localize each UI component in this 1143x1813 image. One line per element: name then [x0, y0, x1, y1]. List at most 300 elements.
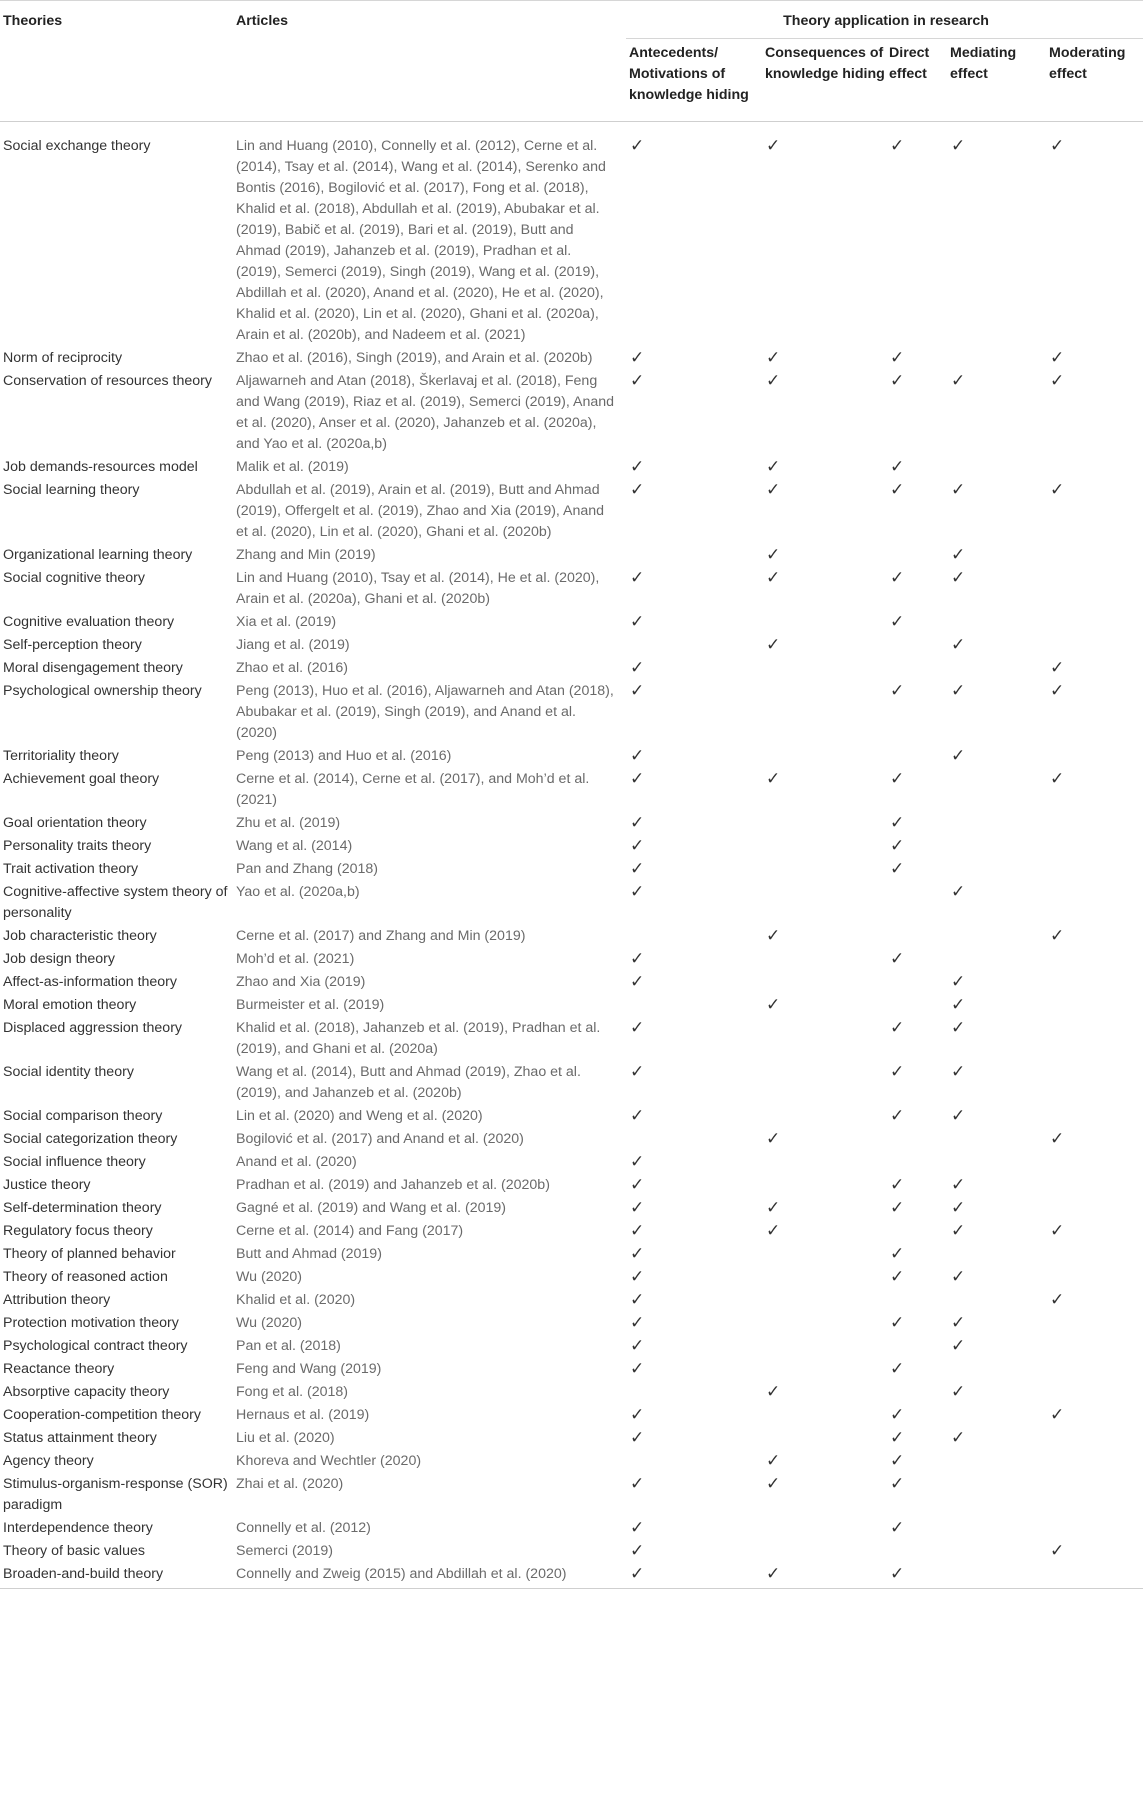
moderating-effect-check [1046, 1266, 1143, 1289]
antecedents-check: ✓ [630, 480, 645, 500]
theory-name: Conservation of resources theory [3, 373, 212, 389]
articles-cell: Semerci (2019) [236, 1543, 333, 1559]
mediating-effect-check [947, 657, 1046, 680]
header-mediating-effect: Mediating effect [947, 39, 1046, 122]
moderating-effect-check [1046, 1312, 1143, 1335]
theory-name: Job design theory [3, 951, 115, 967]
articles-cell: Feng and Wang (2019) [236, 1361, 382, 1377]
direct-effect-check [886, 634, 947, 657]
antecedents-check: ✓ [630, 1313, 645, 1333]
direct-effect-check: ✓ [890, 1474, 905, 1494]
consequences-check [762, 948, 886, 971]
table-row [0, 948, 1143, 971]
mediating-effect-check [947, 1563, 1046, 1589]
consequences-check [762, 1151, 886, 1174]
mediating-effect-check [947, 812, 1046, 835]
consequences-check [762, 1017, 886, 1061]
theory-name: Moral disengagement theory [3, 660, 183, 676]
antecedents-check: ✓ [630, 1336, 645, 1356]
consequences-check [762, 611, 886, 634]
direct-effect-check: ✓ [890, 1106, 905, 1126]
mediating-effect-check [947, 611, 1046, 634]
theory-name: Theory of reasoned action [3, 1269, 168, 1285]
theory-name: Moral emotion theory [3, 997, 137, 1013]
articles-cell: Pan et al. (2018) [236, 1338, 341, 1354]
articles-cell: Lin and Huang (2010), Tsay et al. (2014), He et al. (2020), Arain et al. (2020a), Ghani et al. (2020b) [236, 570, 600, 607]
mediating-effect-check: ✓ [951, 1267, 966, 1287]
antecedents-check: ✓ [630, 1221, 645, 1241]
articles-cell: Khalid et al. (2020) [236, 1292, 356, 1308]
direct-effect-check [886, 1289, 947, 1312]
theory-name: Job demands-resources model [3, 459, 198, 475]
theory-name: Protection motivation theory [3, 1315, 179, 1331]
moderating-effect-check [1046, 971, 1143, 994]
table-row [0, 1563, 1143, 1589]
consequences-check: ✓ [766, 480, 781, 500]
antecedents-check: ✓ [630, 1018, 645, 1038]
theory-name: Attribution theory [3, 1292, 111, 1308]
direct-effect-check: ✓ [886, 1563, 947, 1589]
table-row [0, 994, 1143, 1017]
antecedents-check: ✓ [630, 813, 645, 833]
moderating-effect-check [1046, 1358, 1143, 1381]
consequences-check [762, 835, 886, 858]
table-row [0, 971, 1143, 994]
moderating-effect-check [1046, 1151, 1143, 1174]
table-row [0, 1450, 1143, 1473]
consequences-check: ✓ [766, 371, 781, 391]
moderating-effect-check [1046, 1427, 1143, 1450]
mediating-effect-check: ✓ [951, 136, 966, 156]
mediating-effect-check: ✓ [951, 746, 966, 766]
consequences-check [762, 680, 886, 745]
consequences-check: ✓ [766, 348, 781, 368]
consequences-check [762, 1358, 886, 1381]
mediating-effect-check: ✓ [951, 480, 966, 500]
antecedents-check: ✓ [630, 371, 645, 391]
direct-effect-check: ✓ [890, 348, 905, 368]
moderating-effect-check [1046, 1381, 1143, 1404]
mediating-effect-check [947, 1151, 1046, 1174]
consequences-check: ✓ [766, 635, 781, 655]
articles-cell: Burmeister et al. (2019) [236, 997, 385, 1013]
consequences-check: ✓ [766, 545, 781, 565]
table-row [0, 1335, 1143, 1358]
table-row [0, 1289, 1143, 1312]
antecedents-check: ✓ [630, 568, 645, 588]
consequences-check [762, 1517, 886, 1540]
articles-cell: Xia et al. (2019) [236, 614, 337, 630]
antecedents-check: ✓ [630, 746, 645, 766]
antecedents-check [626, 994, 762, 1017]
antecedents-check: ✓ [630, 681, 645, 701]
theory-name: Reactance theory [3, 1361, 115, 1377]
direct-effect-check [886, 745, 947, 768]
theory-name: Agency theory [3, 1453, 94, 1469]
consequences-check [762, 1266, 886, 1289]
moderating-effect-check: ✓ [1050, 1129, 1065, 1149]
antecedents-check [626, 1450, 762, 1473]
direct-effect-check: ✓ [890, 371, 905, 391]
direct-effect-check: ✓ [890, 1428, 905, 1448]
direct-effect-check: ✓ [890, 457, 905, 477]
theory-name: Achievement goal theory [3, 771, 160, 787]
consequences-check [762, 971, 886, 994]
table-row [0, 1427, 1143, 1450]
consequences-check: ✓ [766, 1129, 781, 1149]
consequences-check: ✓ [766, 1198, 781, 1218]
articles-cell: Khalid et al. (2018), Jahanzeb et al. (2019), Pradhan et al. (2019), and Ghani et al. (2020a) [236, 1020, 601, 1057]
consequences-check: ✓ [766, 136, 781, 156]
direct-effect-check: ✓ [890, 568, 905, 588]
direct-effect-check [886, 544, 947, 567]
moderating-effect-check [1046, 1243, 1143, 1266]
articles-cell: Wu (2020) [236, 1315, 302, 1331]
articles-cell: Abdullah et al. (2019), Arain et al. (2019), Butt and Ahmad (2019), Offergelt et al. (2019), Zhao and Xia (2019), Anand et al. (2020), Lin et al. (2020), Ghani et al. (2020b) [236, 482, 605, 540]
direct-effect-check: ✓ [890, 612, 905, 632]
articles-cell: Peng (2013) and Huo et al. (2016) [236, 748, 452, 764]
table-row [0, 611, 1143, 634]
moderating-effect-check: ✓ [1050, 769, 1065, 789]
moderating-effect-check [1046, 1061, 1143, 1105]
moderating-effect-check [1046, 835, 1143, 858]
theory-name: Social cognitive theory [3, 570, 145, 586]
articles-cell: Jiang et al. (2019) [236, 637, 350, 653]
antecedents-check: ✓ [630, 1244, 645, 1264]
theory-name: Social comparison theory [3, 1108, 163, 1124]
theory-name: Justice theory [3, 1177, 91, 1193]
articles-cell: Lin and Huang (2010), Connelly et al. (2012), Cerne et al. (2014), Tsay et al. (2014), Wang et al. (2014), Serenko and Bontis (2016), Bogilović et al. (2017), Fong et al. (2018), Khalid et al. (2018), Abdullah et al. (2019), Abubakar et al. (2019), Babič et al. (2019), Bari et al. (2019), Butt and Ahmad (2019), Jahanzeb et al. (2019), Pradhan et al. (2019), Semerci (2019), Singh (2019), Wang et al. (2019), Abdillah et al. (2020), Anand et al. (2020), He et al. (2020), Khalid et al. (2020), Lin et al. (2020), Ghani et al. (2020a), Arain et al. (2020b), and Nadeem et al. (2021) [236, 138, 606, 343]
theory-name: Displaced aggression theory [3, 1020, 183, 1036]
direct-effect-check: ✓ [890, 1018, 905, 1038]
articles-cell: Cerne et al. (2017) and Zhang and Min (2019) [236, 928, 526, 944]
mediating-effect-check: ✓ [951, 1062, 966, 1082]
table-row [0, 370, 1143, 456]
antecedents-check: ✓ [630, 1106, 645, 1126]
moderating-effect-check [1046, 544, 1143, 567]
antecedents-check: ✓ [630, 1541, 645, 1561]
table-row [0, 1358, 1143, 1381]
mediating-effect-check [947, 1404, 1046, 1427]
table-row [0, 925, 1143, 948]
theory-name: Regulatory focus theory [3, 1223, 153, 1239]
moderating-effect-check: ✓ [1050, 1541, 1065, 1561]
direct-effect-check [886, 971, 947, 994]
theory-name: Territoriality theory [3, 748, 119, 764]
consequences-check: ✓ [762, 1563, 886, 1589]
consequences-check: ✓ [766, 1382, 781, 1402]
moderating-effect-check [1046, 948, 1143, 971]
theory-name: Theory of basic values [3, 1543, 145, 1559]
mediating-effect-check: ✓ [951, 1336, 966, 1356]
mediating-effect-check [947, 1517, 1046, 1540]
theory-name: Interdependence theory [3, 1520, 153, 1536]
table-row [0, 567, 1143, 611]
table-row [0, 680, 1143, 745]
table-row [0, 1266, 1143, 1289]
moderating-effect-check [1046, 1335, 1143, 1358]
antecedents-check: ✓ [630, 882, 645, 902]
moderating-effect-check: ✓ [1050, 1221, 1065, 1241]
consequences-check: ✓ [766, 995, 781, 1015]
articles-cell: Connelly and Zweig (2015) and Abdillah et al. (2020) [233, 1563, 626, 1589]
table-row [0, 1151, 1143, 1174]
table-row [0, 634, 1143, 657]
table-row [0, 1540, 1143, 1563]
antecedents-check: ✓ [630, 769, 645, 789]
mediating-effect-check [947, 925, 1046, 948]
antecedents-check: ✓ [626, 1563, 762, 1589]
mediating-effect-check: ✓ [951, 1382, 966, 1402]
header-moderating-effect: Moderating effect [1046, 39, 1143, 122]
table-row [0, 812, 1143, 835]
direct-effect-check: ✓ [890, 1244, 905, 1264]
moderating-effect-check [1046, 567, 1143, 611]
articles-cell: Liu et al. (2020) [236, 1430, 335, 1446]
direct-effect-check: ✓ [890, 1405, 905, 1425]
articles-cell: Cerne et al. (2014) and Fang (2017) [236, 1223, 464, 1239]
mediating-effect-check: ✓ [951, 1018, 966, 1038]
header-direct-effect: Direct effect [886, 39, 947, 122]
moderating-effect-check [1046, 1473, 1143, 1517]
moderating-effect-check [1046, 994, 1143, 1017]
direct-effect-check [886, 994, 947, 1017]
articles-cell: Hernaus et al. (2019) [236, 1407, 370, 1423]
consequences-check: ✓ [766, 568, 781, 588]
direct-effect-check [886, 881, 947, 925]
table-row [0, 1517, 1143, 1540]
theory-name: Social exchange theory [3, 138, 151, 154]
antecedents-check [626, 1128, 762, 1151]
moderating-effect-check: ✓ [1050, 1405, 1065, 1425]
articles-cell: Wu (2020) [236, 1269, 302, 1285]
articles-cell: Peng (2013), Huo et al. (2016), Aljawarneh and Atan (2018), Abubakar et al. (2019), Singh (2019), and Anand et al. (2020) [236, 683, 614, 741]
direct-effect-check: ✓ [890, 1198, 905, 1218]
theory-name: Broaden-and-build theory [0, 1563, 233, 1589]
consequences-check [762, 1404, 886, 1427]
mediating-effect-check: ✓ [951, 635, 966, 655]
theory-name: Norm of reciprocity [3, 350, 123, 366]
direct-effect-check: ✓ [890, 1175, 905, 1195]
table-row [0, 745, 1143, 768]
moderating-effect-check: ✓ [1050, 681, 1065, 701]
antecedents-check: ✓ [630, 1518, 645, 1538]
table-row [0, 881, 1143, 925]
articles-cell: Zhao et al. (2016), Singh (2019), and Arain et al. (2020b) [236, 350, 593, 366]
mediating-effect-check [947, 1128, 1046, 1151]
articles-cell: Zhai et al. (2020) [236, 1476, 344, 1492]
mediating-effect-check: ✓ [951, 1175, 966, 1195]
articles-cell: Wang et al. (2014), Butt and Ahmad (2019), Zhao et al. (2019), and Jahanzeb et al. (2020b) [236, 1064, 581, 1101]
direct-effect-check: ✓ [890, 836, 905, 856]
consequences-check [762, 1061, 886, 1105]
antecedents-check: ✓ [630, 658, 645, 678]
table-row [0, 1473, 1143, 1517]
antecedents-check: ✓ [630, 1474, 645, 1494]
moderating-effect-check: ✓ [1050, 348, 1065, 368]
consequences-check: ✓ [766, 1221, 781, 1241]
articles-cell: Aljawarneh and Atan (2018), Škerlavaj et al. (2018), Feng and Wang (2019), Riaz et al. (2019), Semerci (2019), Anand et al. (2020), Anser et al. (2020), Jahanzeb et al. (2020a), and Yao et al. (2020a,b) [236, 373, 615, 452]
theory-name: Absorptive capacity theory [3, 1384, 170, 1400]
direct-effect-check: ✓ [890, 1313, 905, 1333]
articles-cell: Zhang and Min (2019) [236, 547, 376, 563]
mediating-effect-check [947, 858, 1046, 881]
table-row [0, 456, 1143, 479]
consequences-check [762, 858, 886, 881]
moderating-effect-check: ✓ [1050, 926, 1065, 946]
consequences-check [762, 657, 886, 680]
direct-effect-check: ✓ [890, 1267, 905, 1287]
header-articles: Articles [233, 1, 626, 39]
articles-cell: Malik et al. (2019) [236, 459, 349, 475]
theory-name: Personality traits theory [3, 838, 152, 854]
articles-cell: Moh’d et al. (2021) [236, 951, 355, 967]
mediating-effect-check: ✓ [951, 1313, 966, 1333]
antecedents-check: ✓ [630, 457, 645, 477]
mediating-effect-check [947, 948, 1046, 971]
consequences-check [762, 1289, 886, 1312]
direct-effect-check [886, 1381, 947, 1404]
mediating-effect-check: ✓ [951, 882, 966, 902]
mediating-effect-check [947, 456, 1046, 479]
moderating-effect-check: ✓ [1050, 1290, 1065, 1310]
articles-cell: Pradhan et al. (2019) and Jahanzeb et al. (2020b) [236, 1177, 550, 1193]
consequences-check: ✓ [766, 1451, 781, 1471]
articles-cell: Fong et al. (2018) [236, 1384, 348, 1400]
mediating-effect-check [947, 1289, 1046, 1312]
direct-effect-check: ✓ [890, 1062, 905, 1082]
consequences-check [762, 1174, 886, 1197]
direct-effect-check [886, 1128, 947, 1151]
mediating-effect-check [947, 347, 1046, 370]
consequences-check: ✓ [766, 1474, 781, 1494]
moderating-effect-check [1046, 1105, 1143, 1128]
antecedents-check: ✓ [630, 859, 645, 879]
articles-cell: Butt and Ahmad (2019) [236, 1246, 382, 1262]
direct-effect-check [886, 657, 947, 680]
theory-name: Social influence theory [3, 1154, 146, 1170]
table-row [0, 835, 1143, 858]
mediating-effect-check: ✓ [951, 1428, 966, 1448]
direct-effect-check: ✓ [890, 1359, 905, 1379]
articles-cell: Zhao and Xia (2019) [236, 974, 366, 990]
header-antecedents: Antecedents/ Motivations of knowledge hiding [626, 39, 762, 122]
table-row [0, 347, 1143, 370]
moderating-effect-check [1046, 456, 1143, 479]
direct-effect-check: ✓ [890, 681, 905, 701]
table-row [0, 1220, 1143, 1243]
antecedents-check: ✓ [630, 1405, 645, 1425]
theory-name: Theory of planned behavior [3, 1246, 176, 1262]
antecedents-check: ✓ [630, 972, 645, 992]
direct-effect-check: ✓ [890, 1518, 905, 1538]
theory-name: Psychological contract theory [3, 1338, 188, 1354]
direct-effect-check: ✓ [890, 769, 905, 789]
table-body [0, 122, 1143, 1589]
consequences-check [762, 745, 886, 768]
theory-name: Cognitive-affective system theory of personality [3, 884, 228, 921]
antecedents-check: ✓ [630, 136, 645, 156]
theory-name: Trait activation theory [3, 861, 139, 877]
articles-cell: Anand et al. (2020) [236, 1154, 357, 1170]
header-theory-application: Theory application in research [626, 1, 1143, 39]
theory-name: Cooperation-competition theory [3, 1407, 201, 1423]
consequences-check [762, 1312, 886, 1335]
antecedents-check: ✓ [630, 1198, 645, 1218]
theory-name: Affect-as-information theory [3, 974, 178, 990]
moderating-effect-check [1046, 745, 1143, 768]
antecedents-check: ✓ [630, 1290, 645, 1310]
theory-name: Social categorization theory [3, 1131, 178, 1147]
mediating-effect-check: ✓ [951, 1221, 966, 1241]
antecedents-check [626, 925, 762, 948]
mediating-effect-check: ✓ [951, 1198, 966, 1218]
theory-name: Status attainment theory [3, 1430, 157, 1446]
theory-name: Cognitive evaluation theory [3, 614, 175, 630]
antecedents-check: ✓ [630, 1359, 645, 1379]
moderating-effect-check [1046, 812, 1143, 835]
mediating-effect-check: ✓ [951, 568, 966, 588]
table-row [0, 1017, 1143, 1061]
theory-name: Goal orientation theory [3, 815, 147, 831]
table-row [0, 1404, 1143, 1427]
antecedents-check: ✓ [630, 949, 645, 969]
table-header [0, 1, 1143, 122]
header-consequences: Consequences of knowledge hiding [762, 39, 886, 122]
mediating-effect-check: ✓ [951, 995, 966, 1015]
table-row [0, 1061, 1143, 1105]
antecedents-check: ✓ [630, 1428, 645, 1448]
consequences-check [762, 1540, 886, 1563]
articles-cell: Lin et al. (2020) and Weng et al. (2020) [236, 1108, 483, 1124]
moderating-effect-check [1046, 1450, 1143, 1473]
mediating-effect-check: ✓ [951, 1106, 966, 1126]
antecedents-check: ✓ [630, 348, 645, 368]
mediating-effect-check: ✓ [951, 371, 966, 391]
consequences-check [762, 1105, 886, 1128]
theory-name: Stimulus-organism-response (SOR) paradigm [3, 1476, 228, 1513]
direct-effect-check: ✓ [890, 480, 905, 500]
articles-cell: Yao et al. (2020a,b) [236, 884, 360, 900]
table-row [0, 1128, 1143, 1151]
moderating-effect-check [1046, 1174, 1143, 1197]
moderating-effect-check: ✓ [1050, 371, 1065, 391]
antecedents-check: ✓ [630, 612, 645, 632]
direct-effect-check [886, 1540, 947, 1563]
moderating-effect-check [1046, 1197, 1143, 1220]
direct-effect-check: ✓ [890, 859, 905, 879]
consequences-check [762, 881, 886, 925]
mediating-effect-check: ✓ [951, 545, 966, 565]
table-row [0, 1312, 1143, 1335]
articles-cell: Bogilović et al. (2017) and Anand et al. (2020) [236, 1131, 524, 1147]
direct-effect-check: ✓ [890, 136, 905, 156]
mediating-effect-check: ✓ [951, 972, 966, 992]
mediating-effect-check [947, 768, 1046, 812]
theory-name: Self-perception theory [3, 637, 142, 653]
table-row [0, 479, 1143, 544]
table-row [0, 1197, 1143, 1220]
mediating-effect-check [947, 1540, 1046, 1563]
direct-effect-check: ✓ [890, 813, 905, 833]
consequences-check [762, 1243, 886, 1266]
table-row [0, 122, 1143, 348]
table-row [0, 858, 1143, 881]
header-theories: Theories [0, 1, 233, 39]
consequences-check: ✓ [766, 926, 781, 946]
table-row [0, 1243, 1143, 1266]
articles-cell: Gagné et al. (2019) and Wang et al. (2019) [236, 1200, 506, 1216]
